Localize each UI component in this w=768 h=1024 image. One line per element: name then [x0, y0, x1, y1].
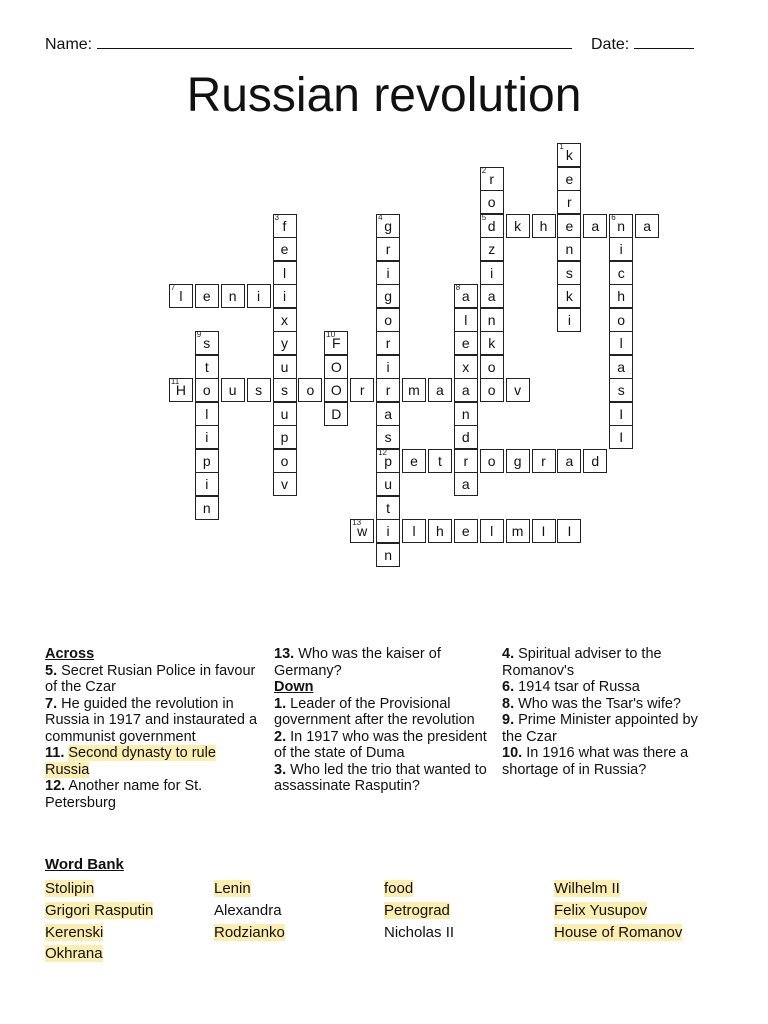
grid-cell[interactable]: m — [402, 378, 426, 402]
grid-cell[interactable]: a — [609, 355, 633, 379]
clue-down-4: 4. Spiritual adviser to the Romanov's — [502, 646, 662, 679]
grid-cell[interactable]: s — [609, 378, 633, 402]
grid-cell[interactable]: x — [273, 308, 297, 332]
grid-cell[interactable]: g 4 — [376, 214, 400, 238]
grid-cell[interactable]: o — [298, 378, 322, 402]
grid-cell[interactable]: O — [324, 378, 348, 402]
grid-cell[interactable]: i — [376, 519, 400, 543]
grid-cell[interactable]: n — [480, 308, 504, 332]
grid-cell[interactable]: a — [428, 378, 452, 402]
grid-cell[interactable]: n — [221, 284, 245, 308]
clue-number: 9 — [196, 330, 202, 339]
clue-number: 12 — [378, 447, 387, 457]
clue-number: 4 — [378, 212, 383, 222]
grid-cell[interactable]: k — [557, 284, 581, 308]
grid-cell[interactable]: p — [273, 425, 297, 449]
grid-cell[interactable]: i — [247, 284, 271, 308]
word-bank-item: Felix Yusupov — [554, 902, 648, 919]
grid-cell[interactable]: r — [350, 378, 374, 402]
grid-cell[interactable]: a — [557, 449, 581, 473]
grid-cell[interactable]: a — [480, 284, 504, 308]
grid-cell[interactable]: i — [273, 284, 297, 308]
grid-cell[interactable]: o — [480, 449, 504, 473]
clue-down-6: 6. 1914 tsar of Russa — [502, 679, 640, 695]
grid-cell[interactable]: u — [221, 378, 245, 402]
grid-cell[interactable]: t — [428, 449, 452, 473]
down-heading: Down — [274, 679, 314, 695]
clue-across-5: 5. Secret Rusian Police in favour of the Czar — [45, 662, 256, 695]
grid-cell[interactable]: i — [609, 237, 633, 261]
clue-across-7: 7. He guided the revolution in Russia in 1917 and instaurated a communist government — [45, 695, 258, 745]
grid-cell[interactable]: u — [273, 402, 297, 426]
grid-cell[interactable]: a — [583, 214, 607, 238]
grid-cell[interactable]: a 8 — [454, 284, 478, 308]
clue-across-11: 11. Second dynasty to rule Russia — [45, 745, 216, 778]
grid-cell[interactable]: v — [273, 472, 297, 496]
page-title: Russian revolution — [186, 69, 582, 122]
clue-number: 2 — [481, 165, 487, 175]
grid-cell[interactable]: a — [376, 402, 400, 426]
grid-cell[interactable]: t — [376, 496, 400, 520]
grid-cell[interactable]: e — [557, 167, 581, 191]
grid-cell[interactable]: e — [454, 331, 478, 355]
grid-cell[interactable]: s 9 — [195, 331, 219, 355]
word-bank-item: food — [384, 880, 414, 897]
grid-cell[interactable]: a — [454, 472, 478, 496]
grid-cell[interactable]: e — [195, 284, 219, 308]
grid-cell[interactable]: k 1 — [557, 143, 581, 167]
clues-column-1 — [45, 646, 260, 811]
grid-cell[interactable]: I — [532, 519, 556, 543]
grid-cell[interactable]: r — [376, 378, 400, 402]
word-bank-item: Rodzianko — [214, 924, 285, 941]
clue-number: 10 — [326, 330, 336, 339]
grid-cell[interactable]: a — [454, 378, 478, 402]
grid-cell[interactable]: o — [480, 355, 504, 379]
word-bank-item: Stolipin — [45, 880, 95, 897]
grid-cell[interactable]: a — [635, 214, 659, 238]
grid-cell[interactable]: i — [195, 472, 219, 496]
across-heading: Across — [45, 646, 95, 662]
word-bank-item: Okhrana — [45, 945, 103, 962]
grid-cell[interactable]: d 5 — [480, 214, 504, 238]
grid-cell[interactable]: v — [506, 378, 530, 402]
grid-cell[interactable]: e — [557, 214, 581, 238]
grid-cell[interactable]: l — [609, 331, 633, 355]
grid-cell[interactable]: D — [324, 402, 348, 426]
clue-number: 8 — [455, 283, 461, 292]
grid-cell[interactable]: i — [376, 355, 400, 379]
grid-cell[interactable]: o — [273, 449, 297, 473]
grid-cell[interactable]: i — [376, 261, 400, 285]
clue-number: 3 — [274, 212, 279, 222]
grid-cell[interactable]: H 11 — [169, 378, 193, 402]
grid-cell[interactable]: n 6 — [609, 214, 633, 238]
word-bank-item: Kerenski — [45, 924, 104, 941]
grid-cell[interactable]: x — [454, 355, 478, 379]
word-bank-title: Word Bank — [45, 856, 124, 873]
grid-cell[interactable]: i — [557, 308, 581, 332]
grid-cell[interactable]: s — [273, 378, 297, 402]
grid-cell[interactable]: i — [480, 261, 504, 285]
clue-number: 7 — [170, 283, 176, 292]
grid-cell[interactable]: l — [195, 402, 219, 426]
grid-cell[interactable]: k — [506, 214, 530, 238]
clue-number: 6 — [611, 212, 616, 222]
grid-cell[interactable]: h — [428, 519, 452, 543]
clue-number: 11 — [170, 377, 180, 386]
grid-cell[interactable]: e — [273, 237, 297, 261]
grid-cell[interactable]: n — [454, 402, 478, 426]
grid-cell[interactable]: t — [195, 355, 219, 379]
word-bank-item: Lenin — [214, 880, 251, 897]
grid-cell[interactable]: r — [532, 449, 556, 473]
grid-cell[interactable]: l — [402, 519, 426, 543]
word-bank-item: Nicholas II — [384, 924, 455, 941]
clue-down-9: 9. Prime Minister appointed by the Czar — [502, 712, 698, 745]
grid-cell[interactable]: k — [480, 331, 504, 355]
clue-across-13: 13. Who was the kaiser of Germany? — [274, 646, 441, 679]
grid-cell[interactable]: m — [506, 519, 530, 543]
grid-cell[interactable]: O — [324, 355, 348, 379]
grid-cell[interactable]: o — [609, 308, 633, 332]
grid-cell[interactable]: y — [273, 331, 297, 355]
grid-cell[interactable]: w 13 — [350, 519, 374, 543]
clue-number: 1 — [559, 142, 564, 151]
grid-cell[interactable]: l — [273, 261, 297, 285]
grid-cell[interactable]: o — [480, 190, 504, 214]
grid-cell[interactable]: e — [454, 519, 478, 543]
grid-cell[interactable]: r — [376, 237, 400, 261]
word-bank-item: Grigori Rasputin — [45, 902, 154, 919]
clue-down-2: 2. In 1917 who was the president of the state of Duma — [274, 728, 487, 761]
grid-cell[interactable]: i — [195, 425, 219, 449]
clue-down-1: 1. Leader of the Provisional government after the revolution — [274, 695, 475, 728]
grid-cell[interactable]: I — [609, 425, 633, 449]
grid-cell[interactable]: z — [480, 237, 504, 261]
grid-cell[interactable]: r — [557, 190, 581, 214]
grid-cell[interactable]: h — [609, 284, 633, 308]
clue-number: 5 — [481, 212, 487, 222]
grid-cell[interactable]: p 12 — [376, 449, 400, 473]
clue-across-12: 12. Another name for St. Petersburg — [45, 778, 203, 811]
clue-down-8: 8. Who was the Tsar's wife? — [502, 695, 681, 712]
grid-cell[interactable]: r — [454, 449, 478, 473]
grid-cell[interactable]: h — [532, 214, 556, 238]
grid-cell[interactable]: r 2 — [480, 167, 504, 191]
grid-cell[interactable]: l 7 — [169, 284, 193, 308]
clue-number: 13 — [352, 518, 362, 527]
grid-cell[interactable]: u — [376, 472, 400, 496]
grid-cell[interactable]: d — [583, 449, 607, 473]
date-label: Date: — [591, 36, 630, 53]
word-bank-item: Petrograd — [384, 902, 450, 919]
grid-cell[interactable]: n — [557, 237, 581, 261]
grid-cell[interactable]: u — [273, 355, 297, 379]
grid-cell[interactable]: f 3 — [273, 214, 297, 238]
grid-cell[interactable]: I — [557, 519, 581, 543]
clue-down-10: 10. In 1916 what was there a shortage of in Russia? — [502, 745, 689, 778]
grid-cell[interactable]: o — [376, 308, 400, 332]
grid-cell[interactable]: o — [480, 378, 504, 402]
grid-cell[interactable]: r — [376, 331, 400, 355]
grid-cell[interactable]: n — [195, 496, 219, 520]
word-bank-item: House of Romanov — [554, 924, 683, 941]
grid-cell[interactable]: o — [195, 378, 219, 402]
grid-cell[interactable]: s — [557, 261, 581, 285]
grid-cell[interactable]: p — [195, 449, 219, 473]
grid-cell[interactable]: s — [247, 378, 271, 402]
grid-cell[interactable]: F 10 — [324, 331, 348, 355]
name-label: Name: — [45, 36, 93, 53]
word-bank-item: Alexandra — [214, 902, 282, 919]
grid-cell[interactable]: g — [376, 284, 400, 308]
grid-cell[interactable]: l — [454, 308, 478, 332]
word-bank-item: Wilhelm II — [554, 880, 620, 897]
grid-cell[interactable]: c — [609, 261, 633, 285]
grid-cell[interactable]: l — [480, 519, 504, 543]
grid-cell[interactable]: d — [454, 425, 478, 449]
grid-cell[interactable]: n — [376, 543, 400, 567]
clues-column-3 — [502, 646, 717, 778]
clue-down-3: 3. Who led the trio that wanted to assassinate Rasputin? — [274, 761, 487, 794]
clues-column-2 — [274, 646, 489, 795]
grid-cell[interactable]: g — [506, 449, 530, 473]
grid-cell[interactable]: e — [402, 449, 426, 473]
grid-cell[interactable]: s — [376, 425, 400, 449]
grid-cell[interactable]: I — [609, 402, 633, 426]
